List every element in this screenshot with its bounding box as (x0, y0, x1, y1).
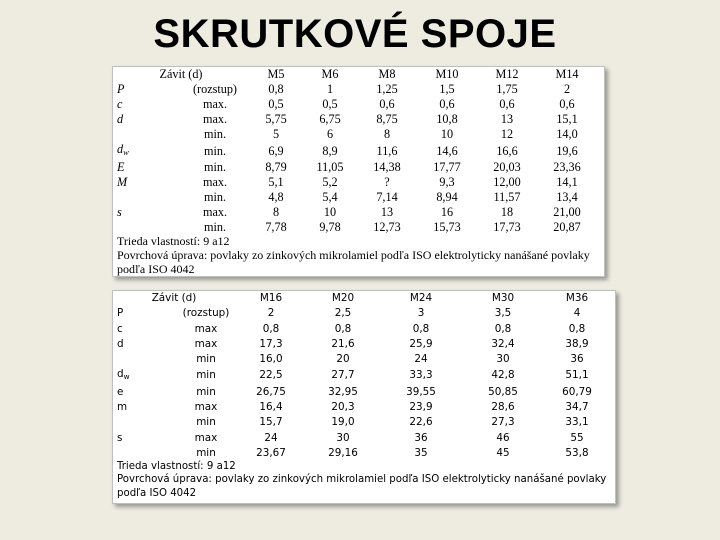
value-cell: 1,5 (439, 82, 455, 96)
value-cell: 13,4 (556, 190, 578, 204)
table-row (113, 352, 611, 367)
value-cell: 23,67 (256, 446, 286, 459)
value-cell: 14,0 (556, 127, 578, 141)
value-cell: 19,0 (331, 416, 355, 429)
value-cell: 0,8 (494, 322, 512, 335)
value-cell: 20,3 (331, 401, 355, 414)
symbol-cell (113, 415, 177, 430)
value-cell: 1,25 (376, 82, 398, 96)
slide-title: SKRUTKOVÉ SPOJE (153, 12, 557, 56)
value-cell: 29,16 (328, 446, 358, 459)
limit-cell: min. (203, 143, 226, 158)
value-cell: 2 (563, 82, 571, 96)
value-cell: 16,0 (259, 353, 283, 366)
limit-cell: min (196, 369, 216, 382)
thread-header: Závit (d) (159, 67, 203, 81)
table-row (113, 127, 597, 142)
value-cell: 16,4 (259, 401, 283, 414)
limit-cell: min (196, 416, 216, 429)
value-cell: 55 (570, 431, 584, 444)
value-cell: 1 (326, 82, 334, 96)
table-row (113, 97, 597, 112)
limit-cell: min (196, 446, 216, 459)
value-cell: 0,6 (379, 97, 395, 111)
value-cell: 50,85 (488, 385, 518, 398)
value-cell: 8,9 (322, 143, 338, 158)
dimension-table-1 (113, 67, 597, 235)
value-cell: 21,00 (553, 205, 581, 219)
value-cell: 36 (570, 353, 584, 366)
value-cell: 4 (573, 307, 581, 320)
table-row (113, 190, 597, 205)
surface-treatment-note: Povrchová úprava: povlaky zo zinkových mikrolamiel podľa ISO elektrolyticky nanášané povlaky podľa ISO 4042 (117, 474, 607, 500)
bolt-table-small (112, 66, 605, 277)
limit-cell: (rozstup) (193, 82, 237, 96)
value-cell: 10,8 (436, 112, 458, 126)
value-cell: 30 (496, 353, 510, 366)
size-header: M14 (555, 67, 579, 81)
value-cell: 23,9 (409, 401, 433, 414)
value-cell: 42,8 (491, 369, 515, 382)
value-cell: 53,8 (565, 446, 589, 459)
value-cell: 7,78 (265, 220, 287, 234)
value-cell: 0,5 (322, 97, 338, 111)
property-class-note: Trieda vlastností: 9 a12 (117, 461, 236, 473)
value-cell: 8 (383, 127, 391, 141)
symbol-cell: $d_w$ (117, 142, 129, 157)
value-cell: 6,75 (319, 112, 341, 126)
table-row (113, 400, 611, 415)
table-row (113, 431, 611, 446)
value-cell: 16,6 (496, 143, 518, 158)
table-row (113, 322, 611, 337)
value-cell: 28,6 (491, 401, 515, 414)
value-cell: 13 (380, 205, 394, 219)
value-cell: 9,78 (319, 220, 341, 234)
value-cell: 46 (496, 431, 510, 444)
value-cell: 27,3 (491, 416, 515, 429)
symbol-cell: e (117, 385, 124, 398)
value-cell: 6 (326, 127, 334, 141)
size-header: M20 (331, 292, 355, 304)
table-row (113, 82, 597, 97)
size-header: M24 (409, 292, 433, 304)
limit-cell: max. (202, 112, 228, 126)
value-cell: 3,5 (494, 307, 512, 320)
table-row (113, 385, 611, 400)
symbol-cell (113, 127, 181, 142)
value-cell: 8 (272, 205, 280, 219)
table-row (113, 446, 611, 461)
size-header: M36 (565, 292, 589, 304)
value-cell: 15,73 (433, 220, 461, 234)
value-cell: 33,1 (565, 416, 589, 429)
value-cell: 12,73 (373, 220, 401, 234)
table-row (113, 220, 597, 235)
symbol-cell: M (117, 175, 128, 189)
value-cell: 38,9 (565, 337, 589, 350)
limit-cell: min (196, 353, 216, 366)
value-cell: 11,6 (376, 143, 398, 158)
value-cell: 24 (414, 353, 428, 366)
value-cell: 33,3 (409, 369, 433, 382)
value-cell: 3 (417, 307, 425, 320)
table-header-row (113, 291, 611, 306)
table-header-row (113, 67, 597, 82)
value-cell: 0,8 (412, 322, 430, 335)
value-cell: 20,03 (493, 160, 521, 174)
symbol-cell: c (117, 322, 123, 335)
value-cell: 19,6 (556, 143, 578, 158)
value-cell: 60,79 (562, 385, 592, 398)
value-cell: 26,75 (256, 385, 286, 398)
value-cell: 0,8 (268, 82, 284, 96)
property-class-note: Trieda vlastností: 9 a12 (117, 234, 230, 248)
limit-cell: min. (203, 127, 226, 141)
value-cell: 23,36 (553, 160, 581, 174)
limit-cell: min. (203, 190, 226, 204)
value-cell: 2 (267, 307, 275, 320)
table-row (113, 367, 611, 384)
limit-cell: (rozstup) (182, 307, 230, 320)
value-cell: 12 (500, 127, 514, 141)
size-header: M30 (491, 292, 515, 304)
table-row (113, 112, 597, 127)
dimension-table-2 (113, 291, 611, 461)
value-cell: 32,4 (491, 337, 515, 350)
table-row (113, 337, 611, 352)
value-cell: 30 (336, 431, 350, 444)
size-header: M5 (267, 67, 285, 81)
symbol-cell: m (117, 401, 128, 414)
value-cell: 17,3 (259, 337, 283, 350)
value-cell: 5,2 (322, 175, 338, 189)
value-cell: 20,87 (553, 220, 581, 234)
symbol-cell: P (117, 307, 124, 320)
value-cell: 45 (496, 446, 510, 459)
limit-cell: min. (203, 220, 226, 234)
value-cell: 8,75 (376, 112, 398, 126)
value-cell: 18 (500, 205, 514, 219)
value-cell: 25,9 (409, 337, 433, 350)
value-cell: 20 (336, 353, 350, 366)
symbol-cell: d (117, 337, 124, 350)
size-header: M16 (259, 292, 283, 304)
limit-cell: max (194, 431, 218, 444)
value-cell: 35 (414, 446, 428, 459)
symbol-cell: c (117, 97, 123, 111)
value-cell: 22,6 (409, 416, 433, 429)
value-cell: 17,73 (493, 220, 521, 234)
symbol-cell (113, 220, 181, 235)
table-row (113, 160, 597, 175)
value-cell: 27,7 (331, 369, 355, 382)
value-cell: 14,1 (556, 175, 578, 189)
value-cell: 4,8 (268, 190, 284, 204)
value-cell: 5 (272, 127, 280, 141)
value-cell: 24 (264, 431, 278, 444)
value-cell: 0,8 (568, 322, 586, 335)
size-header: M8 (378, 67, 396, 81)
value-cell: 2,5 (334, 307, 352, 320)
value-cell: 13 (500, 112, 514, 126)
size-header: M6 (321, 67, 339, 81)
table-row (113, 205, 597, 220)
limit-cell: max. (202, 97, 228, 111)
value-cell: 22,5 (259, 369, 283, 382)
symbol-cell: s (117, 431, 123, 444)
value-cell: 0,6 (439, 97, 455, 111)
value-cell: 21,6 (331, 337, 355, 350)
value-cell: 14,6 (436, 143, 458, 158)
value-cell: 51,1 (565, 369, 589, 382)
value-cell: 10 (323, 205, 337, 219)
limit-cell: max (194, 337, 218, 350)
value-cell: 0,8 (262, 322, 280, 335)
value-cell: 9,3 (439, 175, 455, 189)
symbol-cell: s (117, 205, 122, 219)
surface-treatment-note: Povrchová úprava: povlaky zo zinkových mikrolamiel podľa ISO elektrolyticky nanášané povlaky podľa ISO 4042 (117, 247, 590, 276)
value-cell: 16 (440, 205, 454, 219)
value-cell: 11,05 (316, 160, 344, 174)
table-row (113, 306, 611, 321)
limit-cell: min. (203, 160, 226, 174)
value-cell: 11,57 (493, 190, 521, 204)
table-row (113, 142, 597, 160)
thread-header: Závit (d) (151, 292, 197, 304)
value-cell: 12,00 (493, 175, 521, 189)
symbol-cell: P (117, 82, 125, 96)
value-cell: 0,6 (499, 97, 515, 111)
value-cell: 34,7 (565, 401, 589, 414)
value-cell: 14,38 (373, 160, 401, 174)
value-cell: 10 (440, 127, 454, 141)
limit-cell: max. (202, 205, 228, 219)
symbol-cell (113, 352, 177, 367)
size-header: M10 (435, 67, 459, 81)
value-cell: 0,8 (334, 322, 352, 335)
value-cell: 5,1 (268, 175, 284, 189)
table-row (113, 415, 611, 430)
value-cell: 6,9 (268, 143, 284, 158)
value-cell: 36 (414, 431, 428, 444)
limit-cell: max. (202, 175, 228, 189)
limit-cell: max (194, 401, 218, 414)
value-cell: 8,94 (436, 190, 458, 204)
limit-cell: min (196, 385, 216, 398)
value-cell: 17,77 (433, 160, 461, 174)
table-row (113, 175, 597, 190)
value-cell: 15,7 (259, 416, 283, 429)
value-cell: 39,55 (406, 385, 436, 398)
value-cell: ? (384, 175, 390, 189)
bolt-table-large (112, 290, 616, 504)
value-cell: 0,5 (268, 97, 284, 111)
symbol-cell (113, 446, 177, 461)
symbol-cell (113, 190, 181, 205)
value-cell: 7,14 (376, 190, 398, 204)
value-cell: 5,4 (322, 190, 338, 204)
value-cell: 8,79 (265, 160, 287, 174)
value-cell: 15,1 (556, 112, 578, 126)
value-cell: 5,75 (265, 112, 287, 126)
size-header: M12 (495, 67, 519, 81)
value-cell: 32,95 (328, 385, 358, 398)
symbol-cell: E (117, 160, 125, 174)
limit-cell: max (194, 322, 218, 335)
value-cell: 1,75 (496, 82, 518, 96)
symbol-cell: $d_w$ (117, 368, 130, 382)
symbol-cell: d (117, 112, 124, 126)
value-cell: 0,6 (559, 97, 575, 111)
